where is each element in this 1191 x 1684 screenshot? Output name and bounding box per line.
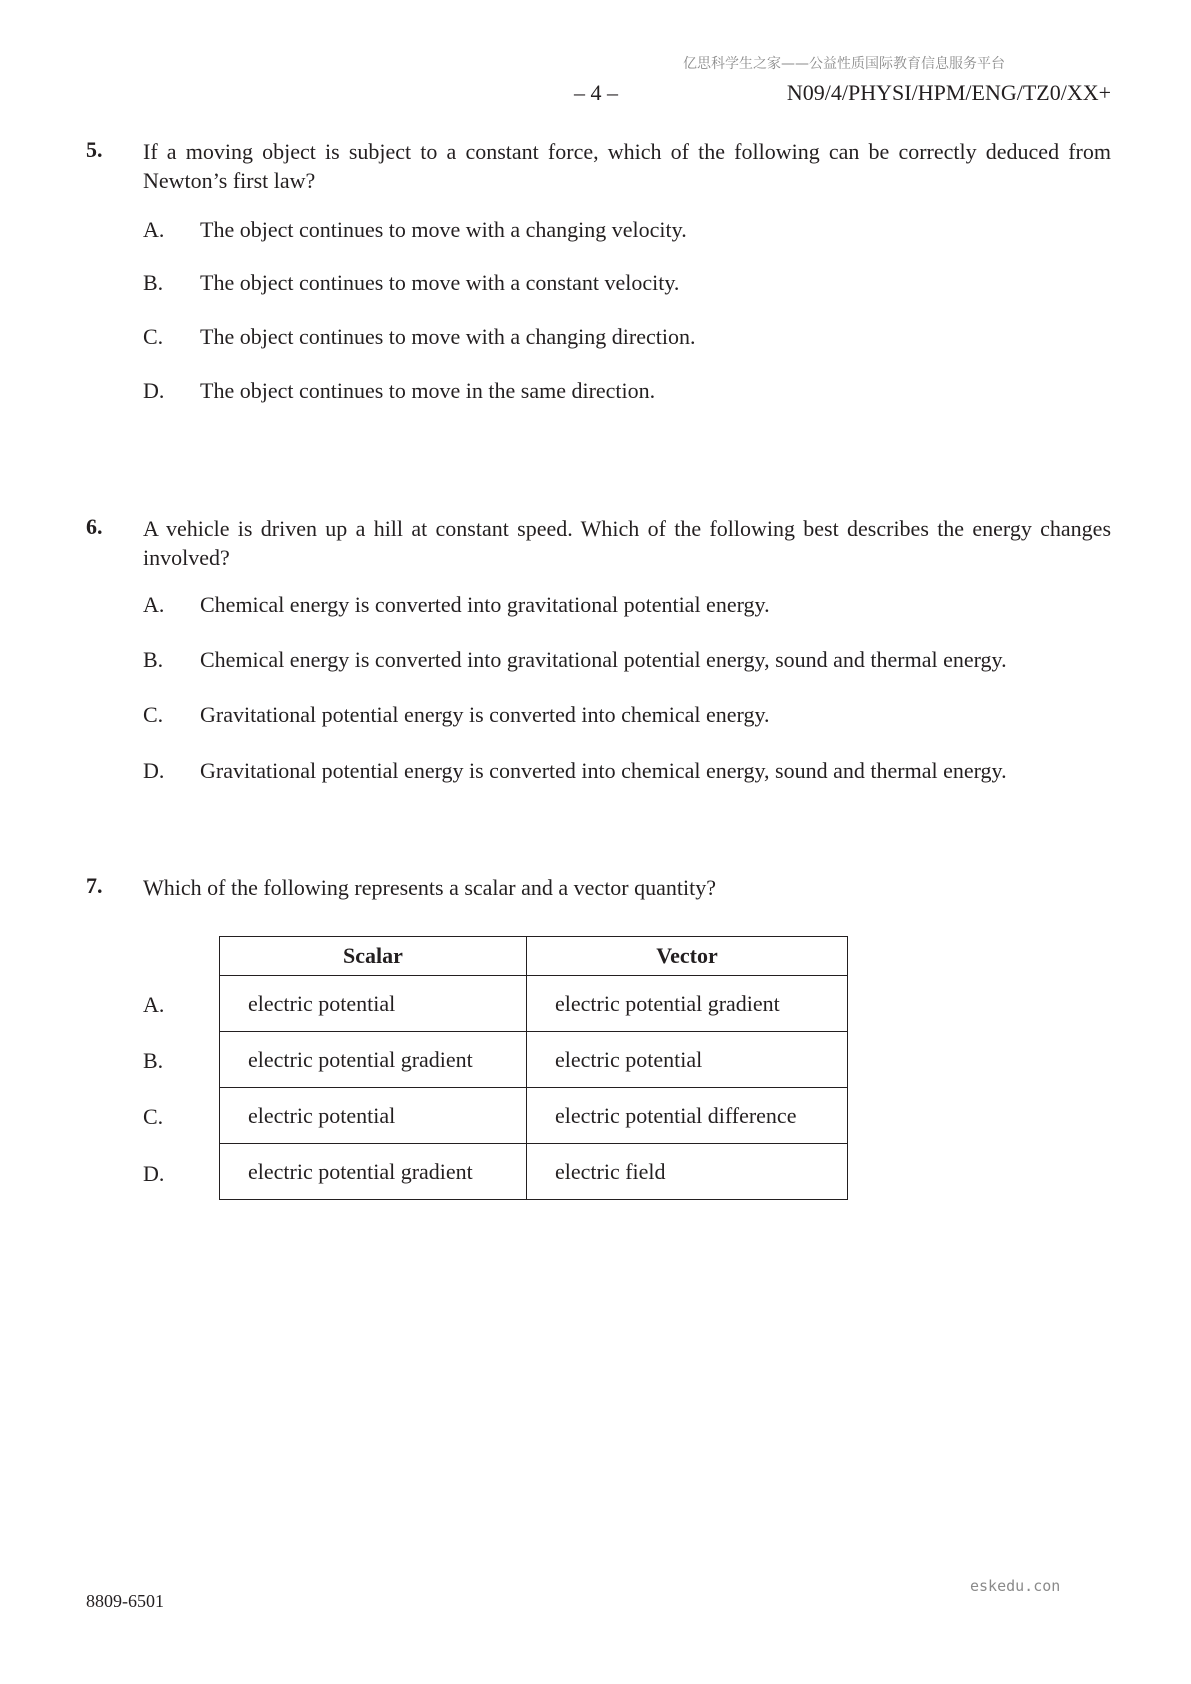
table-row [220,1088,848,1144]
option-c [143,324,695,350]
option-a [143,217,687,243]
question-text: A vehicle is driven up a hill at constant speed. Which of the following best describes the energy changes involved? [143,516,1111,570]
scalar-cell: electric potential gradient [220,1032,527,1088]
table-row [220,1144,848,1200]
vector-cell: electric potential difference [527,1088,848,1144]
option-a [143,592,770,618]
header-scalar: Scalar [220,937,527,976]
option-d [143,378,655,404]
scalar-cell: electric potential gradient [220,1144,527,1200]
option-c [143,702,770,728]
option-text: Chemical energy is converted into gravitational potential energy. [200,592,770,617]
table-row [220,976,848,1032]
option-text: The object continues to move with a constant velocity. [200,270,680,295]
question-text: If a moving object is subject to a constant force, which of the following can be correctly deduced from Newton’s first law? [143,139,1111,193]
vector-cell: electric potential [527,1032,848,1088]
option-letter: A. [143,217,165,242]
option-text: Chemical energy is converted into gravitational potential energy, sound and thermal energy. [200,647,1007,672]
question-number: 6. [86,514,103,539]
option-text: The object continues to move with a changing velocity. [200,217,687,242]
vector-cell: electric field [527,1144,848,1200]
question-number: 5. [86,137,103,162]
scalar-cell: electric potential [220,1088,527,1144]
scalar-cell: electric potential [220,976,527,1032]
option-letter: C. [143,702,164,727]
option-text: Gravitational potential energy is converted into chemical energy. [200,702,770,727]
question-text: Which of the following represents a scalar and a vector quantity? [143,875,716,900]
row-letter-c: C. [143,1104,164,1129]
vector-cell: electric potential gradient [527,976,848,1032]
option-b [143,270,679,296]
row-letter-b: B. [143,1048,164,1073]
row-letter-a: A. [143,992,165,1017]
header-vector: Vector [527,937,848,976]
option-letter: B. [143,270,164,295]
option-letter: A. [143,592,165,617]
option-letter: D. [143,758,165,783]
table-row [220,1032,848,1088]
option-letter: D. [143,378,165,403]
option-letter: B. [143,647,164,672]
table-header-row [220,937,848,976]
header-watermark: 亿思科学生之家——公益性质国际教育信息服务平台 [683,56,1005,72]
row-letter-d: D. [143,1161,165,1186]
page-number: – 4 – [574,80,618,105]
option-text: The object continues to move with a changing direction. [200,324,696,349]
question-number: 7. [86,873,103,898]
footer-watermark: eskedu.con [970,1577,1061,1595]
option-letter: C. [143,324,164,349]
option-d [143,758,1007,784]
option-text: Gravitational potential energy is converted into chemical energy, sound and thermal energy. [200,758,1007,783]
option-b [143,647,1007,673]
answer-table [219,936,848,1200]
document-code: N09/4/PHYSI/HPM/ENG/TZ0/XX+ [786,80,1111,105]
footer-code: 8809-6501 [86,1591,164,1611]
option-text: The object continues to move in the same direction. [200,378,656,403]
